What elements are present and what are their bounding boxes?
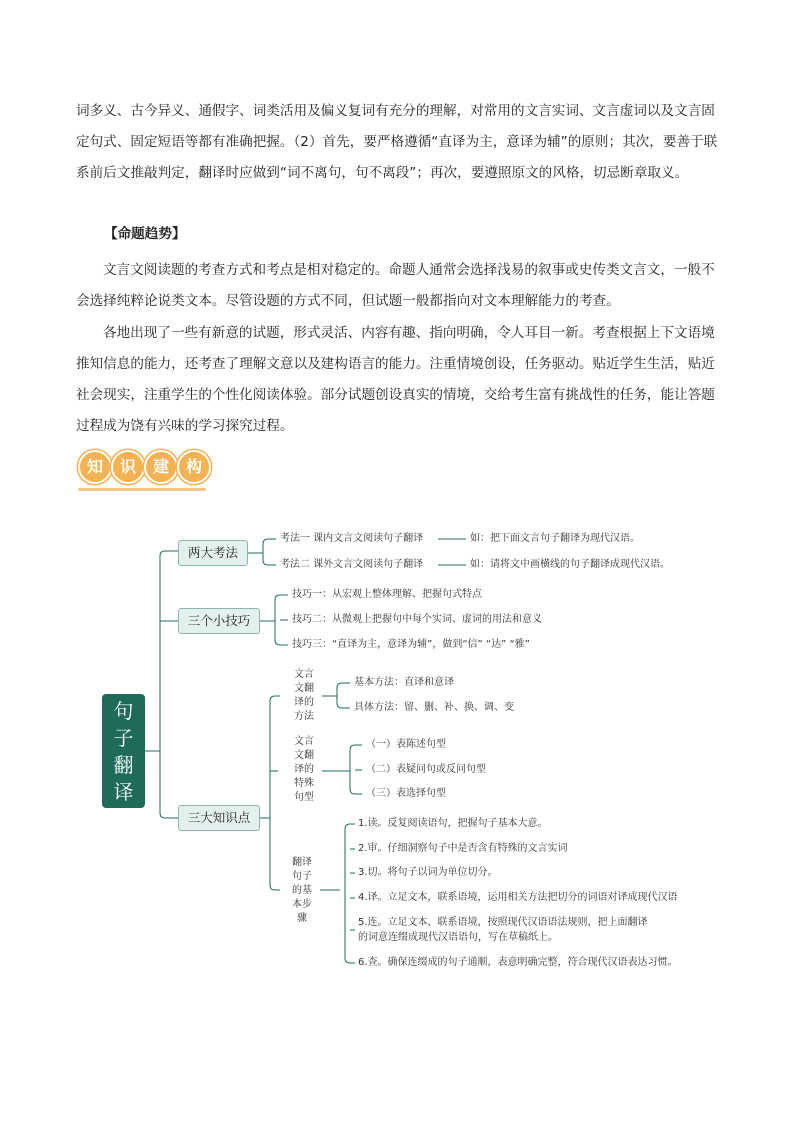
method-1-example: 如：把下面文言句子翻译为现代汉语。 — [470, 533, 640, 544]
branch-three-tips: 三个小技巧 — [178, 608, 260, 634]
step-2: 2.审。仔细洞察句子中是否含有特殊的文言实词 — [358, 843, 568, 854]
step-5: 5.连。立足文本，联系语境，按照现代汉语语法规则，把上面翻译 — [358, 917, 648, 928]
method-2-example: 如：请将文中画横线的句子翻译成现代汉语。 — [470, 559, 670, 570]
paragraph-trend-1: 文言文阅读题的考查方式和考点是相对稳定的。命题人通常会选择浅易的叙事或史传类文言文，一般不会选择纯粹论说类文本。尽管设题的方式不同，但试题一般都指向对文本理解能力的考查。 — [76, 262, 715, 309]
tip-2: 技巧二：从微观上把握句中每个实词、虚词的用法和意义 — [292, 614, 542, 625]
banner-char: 知 — [78, 450, 112, 484]
sub-special-sentences: 文言文翻译的特殊句型 — [294, 736, 314, 803]
banner-char: 建 — [144, 450, 178, 484]
banner-char: 识 — [111, 450, 145, 484]
method-basic: 基本方法：直译和意译 — [354, 677, 454, 688]
paragraph-translation-principles: 词多义、古今异义、通假字、词类活用及偏义复词有充分的理解，对常用的文言实词、文言虚词以及文言固定句式、固定短语等都有准确把握。（2）首先，要严格遵循“直译为主，意译为辅”的原则；其次，要善于联系前后文推敲判定，翻译时应做到“词不离句，句不离段”；再次，要遵照原文的风格，切忌断章取义。 — [76, 103, 718, 181]
mindmap-root — [102, 694, 145, 808]
sentence-type-3: （三）表选择句型 — [366, 788, 446, 799]
root-char: 句 — [113, 699, 134, 723]
step-1: 1.读。反复阅读语句，把握句子基本大意。 — [358, 818, 548, 829]
step-4: 4.译。立足文本，联系语境，运用相关方法把切分的词语对译成现代汉语 — [358, 892, 678, 903]
sub-translation-methods: 文言文翻译的方法 — [294, 669, 314, 722]
banner-char: 构 — [177, 450, 211, 484]
sub-basic-steps: 翻译句子的基本步骤 — [292, 857, 312, 924]
method-1: 考法一 课内文言文阅读句子翻译 — [280, 533, 424, 544]
step-5-cont: 的词意连缀成现代汉语语句，写在草稿纸上。 — [358, 932, 558, 943]
tip-3: 技巧三：“直译为主，意译为辅”，做到“信” “达” “雅” — [292, 639, 530, 650]
method-2: 考法二 课外文言文阅读句子翻译 — [280, 559, 424, 570]
method-specific: 具体方法：留、删、补、换、调、变 — [354, 702, 514, 713]
tip-1: 技巧一：从宏观上整体理解、把握句式特点 — [292, 589, 482, 600]
root-char: 翻 — [113, 753, 134, 777]
sentence-type-2: （二）表疑问句或反问句型 — [366, 764, 486, 775]
root-char: 译 — [113, 780, 134, 804]
sentence-type-1: （一）表陈述句型 — [366, 739, 446, 750]
paragraph-trend-2: 各地出现了一些有新意的试题，形式灵活、内容有趣、指向明确，令人耳目一新。考查根据上下文语境推知信息的能力，还考查了理解文意以及建构语言的能力。注重情境创设，任务驱动。贴近学生生活，贴近社会现实，注重学生的个性化阅读体验。部分试题创设真实的情境，交给考生富有挑战性的任务，能让答题过程成为饶有兴味的学习探究过程。 — [76, 325, 715, 434]
branch-three-points: 三大知识点 — [178, 805, 260, 831]
section-heading-trend: 【命题趋势】 — [104, 226, 186, 242]
branch-two-methods: 两大考法 — [178, 540, 248, 566]
step-6: 6.查。确保连缀成的句子通顺，表意明确完整，符合现代汉语表达习惯。 — [358, 957, 678, 968]
step-3: 3.切。将句子以词为单位切分。 — [358, 867, 498, 878]
root-char: 子 — [113, 726, 134, 750]
